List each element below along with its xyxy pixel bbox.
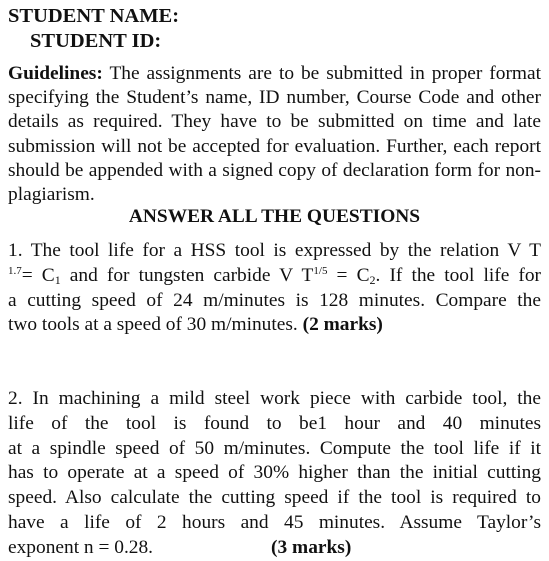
question-2-line-2: life of the tool is found to be1 hour and 40 minutes: [8, 412, 541, 434]
student-id-label: STUDENT ID:: [30, 30, 162, 52]
question-2-line-3: at a spindle speed of 50 m/minutes. Compute the tool life if it: [8, 437, 541, 459]
guidelines-paragraph: [8, 62, 541, 207]
question-1-line-4: two tools at a speed of 30 m/minutes. (2 marks): [8, 314, 383, 336]
guidelines-text: The assignments are to be submitted in proper format specifying the Student’s name, ID number, Course Code and other details as required. They have to be submitted on time and late submission will not be accepted for evaluation. Further, each report should be appended with a signed copy of declaration form for non-plagiarism.: [8, 63, 541, 206]
subscript-c1: 1: [54, 272, 61, 287]
guidelines-label: Guidelines:: [8, 63, 103, 84]
question-2-line-7: exponent n = 0.28. (3 marks): [8, 536, 352, 558]
question-1-line-2: $^{1.7}= C_1$ and for tungsten carbide V $T^{1/5} = C_2$. If the tool life for: [8, 264, 542, 287]
question-2-line-4: has to operate at a speed of 30% higher than the initial cutting: [8, 462, 541, 484]
question-2-line-1: 2. In machining a mild steel work piece with carbide tool, the: [8, 388, 541, 409]
subscript-c2: 2: [369, 272, 376, 287]
question-1-line-3: a cutting speed of 24 m/minutes is 128 minutes. Compare the: [8, 289, 541, 311]
question-1-line-1: 1. The tool life for a HSS tool is expressed by the relation V T: [8, 240, 541, 261]
question-2-line-6: have a life of 2 hours and 45 minutes. Assume Taylor’s: [8, 511, 541, 533]
question-2-marks: (3 marks): [271, 536, 352, 558]
question-2: [8, 387, 541, 561]
section-title: ANSWER ALL THE QUESTIONS: [128, 206, 421, 227]
student-name-label: STUDENT NAME:: [8, 5, 180, 27]
question-1-marks: (2 marks): [302, 314, 383, 336]
question-1: [8, 239, 541, 338]
exponent-carbide: 1/5: [313, 264, 328, 277]
question-2-line-5: speed. Also calculate the cutting speed if the tool is required to: [8, 487, 541, 509]
exponent-hss: 1.7: [8, 264, 22, 277]
